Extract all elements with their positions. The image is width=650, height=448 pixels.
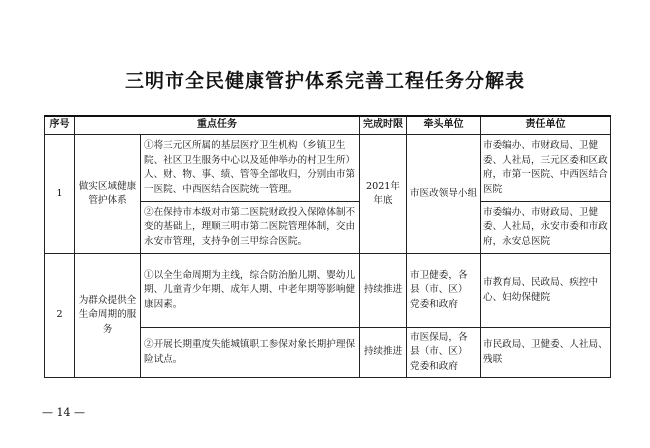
task-cell: ②在保持市本级对市第二医院财政投入保障体制不变的基础上，理顺三明市第二医院管理体制，交由永安市管理，支持争创三甲综合医院。	[141, 202, 360, 254]
responsible-unit-cell: 市民政局、卫健委、人社局、残联	[481, 328, 611, 378]
header-task: 重点任务	[75, 116, 360, 135]
header-lead-unit: 牵头单位	[407, 116, 481, 135]
deadline-cell: 持续推进	[360, 254, 407, 328]
group-name: 做实区域健康管护体系	[75, 135, 141, 254]
header-index: 序号	[45, 116, 75, 135]
deadline-cell: 持续推进	[360, 328, 407, 378]
group-index: 1	[45, 135, 75, 254]
responsible-unit-cell: 市教育局、民政局、疾控中心、妇幼保健院	[481, 254, 611, 328]
responsible-unit-cell: 市委编办、市财政局、卫健委、人社局，永安市委和市政府，永安总医院	[481, 202, 611, 254]
task-cell: ①将三元区所属的基层医疗卫生机构（乡镇卫生院、社区卫生服务中心以及延伸举办的村卫生所）人、财、物、事、绩、管等全部收归，分别由市第一医院、中西医结合医院统一管理。	[141, 135, 360, 202]
deadline-cell: 2021年年底	[360, 135, 407, 254]
task-cell: ②开展长期重度失能城镇职工参保对象长期护理保险试点。	[141, 328, 360, 378]
document-title: 三明市全民健康管护体系完善工程任务分解表	[124, 70, 525, 92]
task-cell: ①以全生命周期为主线，综合防治胎儿期、婴幼儿期、儿童青少年期、成年人期、中老年期等影响健康因素。	[141, 254, 360, 328]
table-header-row	[45, 116, 611, 135]
page-number: — 14 —	[42, 406, 85, 419]
responsible-unit-cell: 市委编办、市财政局、卫健委、人社局，三元区委和区政府，市第一医院、中西医结合医院	[481, 135, 611, 202]
task-table	[44, 115, 611, 378]
header-responsible-unit: 责任单位	[481, 116, 611, 135]
table-row	[45, 254, 611, 328]
table-row	[45, 135, 611, 202]
lead-unit-cell: 市医保局，各县（市、区）党委和政府	[407, 328, 481, 378]
header-deadline: 完成时限	[360, 116, 407, 135]
lead-unit-cell: 市医改领导小组	[407, 135, 481, 254]
group-name: 为群众提供全生命周期的服务	[75, 254, 141, 378]
lead-unit-cell: 市卫健委，各县（市、区）党委和政府	[407, 254, 481, 328]
group-index: 2	[45, 254, 75, 378]
